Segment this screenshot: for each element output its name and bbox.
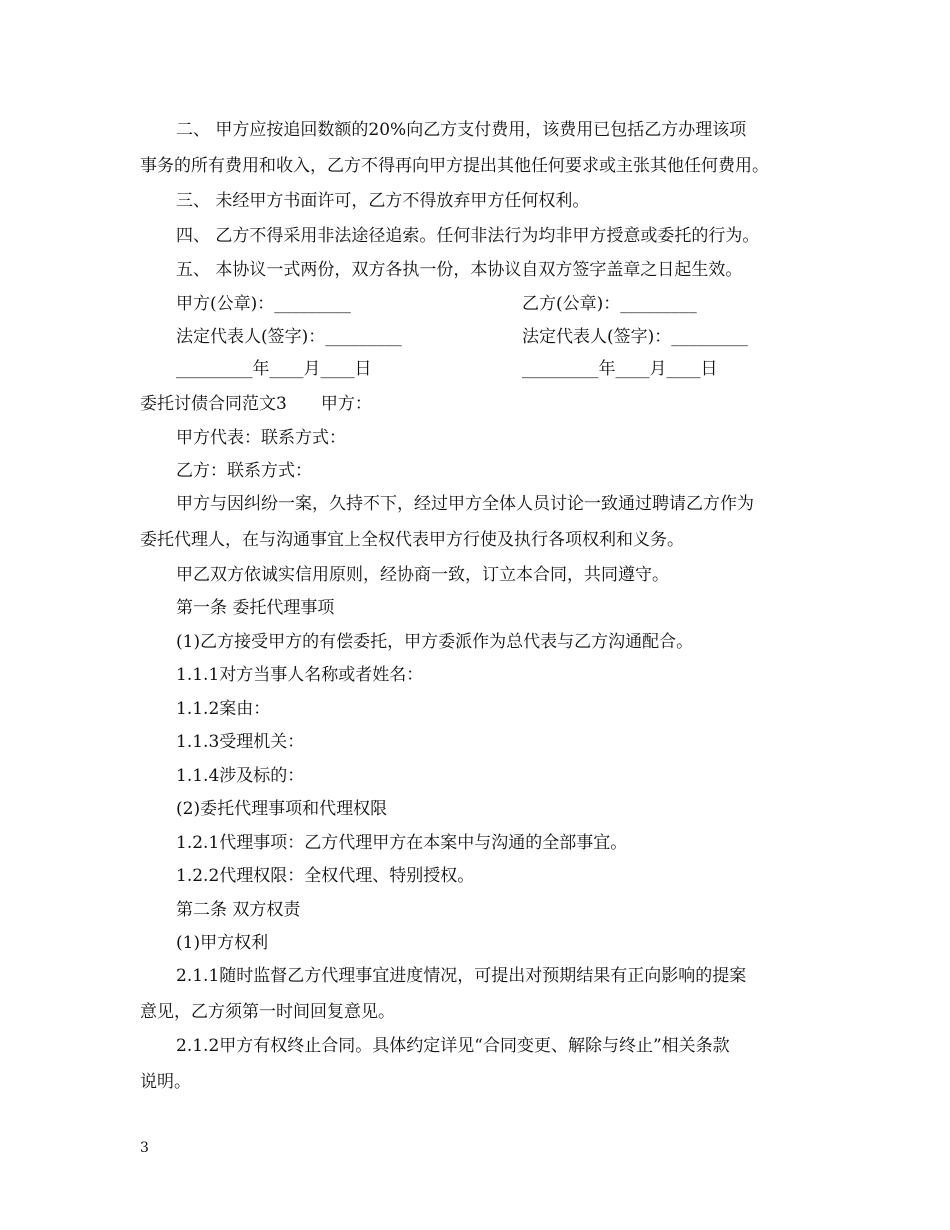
clause-two-line2: 事务的所有费用和收入，乙方不得再向甲方提出其他任何要求或主张其他任何费用。 [140, 156, 769, 176]
party-b-contact: 乙方：联系方式： [176, 461, 312, 481]
party-a-date: _________年____月____日 [176, 359, 372, 379]
item-1-2-2: 1.2.2代理权限：全权代理、特别授权。 [176, 866, 475, 886]
party-b-date: _________年____月____日 [522, 359, 718, 379]
clause-two-line1: 二、 甲方应按追回数额的20%向乙方支付费用，该费用已包括乙方办理该项 [176, 120, 747, 140]
article-one-item-1: (1)乙方接受甲方的有偿委托，甲方委派作为总代表与乙方沟通配合。 [176, 632, 694, 652]
item-2-1-2-line2: 说明。 [140, 1072, 191, 1092]
contract-title-line: 委托讨债合同范文3 甲方： [140, 394, 372, 414]
item-1-1-1: 1.1.1对方当事人名称或者姓名： [176, 665, 424, 685]
party-a-seal: 甲方(公章)：_________ [176, 294, 351, 314]
article-two-heading: 第二条 双方权责 [176, 900, 301, 920]
item-2-1-1-line2: 意见，乙方须第一时间回复意见。 [140, 1002, 395, 1022]
article-two-item-1: (1)甲方权利 [176, 933, 269, 953]
item-1-1-4: 1.1.4涉及标的： [176, 766, 305, 786]
item-1-2-1: 1.2.1代理事项：乙方代理甲方在本案中与沟通的全部事宜。 [176, 833, 628, 853]
intro-paragraph-line1: 甲方与因纠纷一案，久持不下，经过甲方全体人员讨论一致通过聘请乙方作为 [176, 494, 754, 514]
party-b-representative: 法定代表人(签字)：_________ [522, 327, 748, 347]
article-one-item-2: (2)委托代理事项和代理权限 [176, 799, 388, 819]
intro-paragraph-line2: 委托代理人，在与沟通事宜上全权代表甲方行使及执行各项权利和义务。 [140, 530, 684, 550]
clause-three: 三、 未经甲方书面许可，乙方不得放弃甲方任何权利。 [176, 191, 590, 211]
item-1-1-2: 1.1.2案由： [176, 699, 271, 719]
clause-four: 四、 乙方不得采用非法途径追索。任何非法行为均非甲方授意或委托的行为。 [176, 226, 760, 246]
principle-paragraph: 甲乙双方依诚实信用原则，经协商一致，订立本合同，共同遵守。 [176, 565, 669, 585]
item-2-1-1-line1: 2.1.1随时监督乙方代理事宜进度情况，可提出对预期结果有正向影响的提案 [176, 966, 747, 986]
item-2-1-2-line1: 2.1.2甲方有权终止合同。具体约定详见“合同变更、解除与终止”相关条款 [176, 1036, 730, 1056]
party-b-seal: 乙方(公章)：_________ [522, 294, 697, 314]
party-a-rep-contact: 甲方代表：联系方式： [176, 428, 346, 448]
article-one-heading: 第一条 委托代理事项 [176, 598, 335, 618]
clause-five: 五、 本协议一式两份，双方各执一份，本协议自双方签字盖章之日起生效。 [176, 260, 743, 280]
page-number: 3 [140, 1140, 149, 1156]
item-1-1-3: 1.1.3受理机关： [176, 732, 305, 752]
party-a-representative: 法定代表人(签字)：_________ [176, 327, 402, 347]
